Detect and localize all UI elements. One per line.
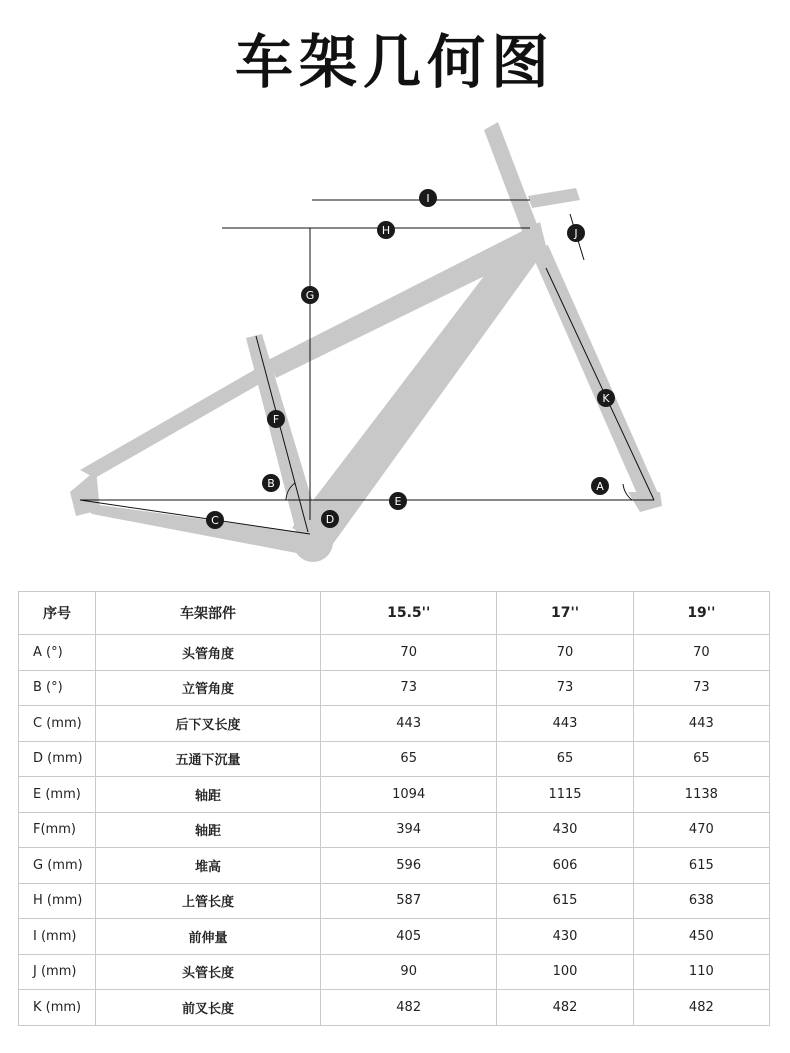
row-part: 上管长度 — [96, 883, 321, 919]
fork — [530, 245, 660, 505]
svg-text:H: H — [381, 224, 391, 237]
page-title: 车架几何图 — [234, 28, 555, 96]
svg-text:F: F — [272, 413, 280, 426]
row-value: 65 — [497, 741, 633, 777]
row-value: 65 — [321, 741, 497, 777]
row-part: 前叉长度 — [96, 990, 321, 1026]
svg-text:G: G — [305, 289, 315, 302]
row-value: 73 — [321, 670, 497, 706]
header-size-3: 19'' — [633, 592, 769, 635]
marker-d — [321, 510, 339, 528]
row-value: 65 — [633, 741, 769, 777]
table-row — [19, 812, 770, 848]
header-size-2: 17'' — [497, 592, 633, 635]
row-value: 1115 — [497, 777, 633, 813]
row-value: 615 — [633, 848, 769, 884]
row-value: 73 — [633, 670, 769, 706]
table-row — [19, 990, 770, 1026]
svg-text:C: C — [211, 514, 219, 527]
row-part: 后下叉长度 — [96, 706, 321, 742]
row-part: 前伸量 — [96, 919, 321, 955]
stem — [528, 188, 580, 208]
row-value: 443 — [497, 706, 633, 742]
row-code: A (°) — [19, 635, 96, 671]
row-value: 1138 — [633, 777, 769, 813]
rear-dropout — [70, 470, 100, 516]
row-part: 五通下沉量 — [96, 741, 321, 777]
row-value: 70 — [497, 635, 633, 671]
head-tube — [484, 122, 546, 252]
row-value: 615 — [497, 883, 633, 919]
bottom-bracket — [293, 522, 333, 562]
svg-text:E: E — [394, 495, 402, 508]
row-value: 482 — [497, 990, 633, 1026]
row-value: 100 — [497, 954, 633, 990]
row-part: 头管角度 — [96, 635, 321, 671]
row-code: D (mm) — [19, 741, 96, 777]
row-part: 头管长度 — [96, 954, 321, 990]
row-code: F(mm) — [19, 812, 96, 848]
row-part: 轴距 — [96, 812, 321, 848]
header-part: 车架部件 — [96, 592, 321, 635]
table-row — [19, 883, 770, 919]
row-value: 596 — [321, 848, 497, 884]
row-code: K (mm) — [19, 990, 96, 1026]
table-row — [19, 954, 770, 990]
row-value: 1094 — [321, 777, 497, 813]
marker-c — [206, 511, 224, 529]
svg-text:K: K — [602, 392, 610, 405]
svg-text:J: J — [574, 227, 578, 240]
table-row — [19, 848, 770, 884]
row-value: 430 — [497, 812, 633, 848]
marker-j — [567, 224, 585, 242]
svg-text:A: A — [596, 480, 604, 493]
table-row — [19, 919, 770, 955]
row-code: G (mm) — [19, 848, 96, 884]
row-code: I (mm) — [19, 919, 96, 955]
marker-k — [597, 389, 615, 407]
row-value: 110 — [633, 954, 769, 990]
row-code: J (mm) — [19, 954, 96, 990]
table-row — [19, 706, 770, 742]
row-value: 450 — [633, 919, 769, 955]
row-value: 90 — [321, 954, 497, 990]
row-value: 470 — [633, 812, 769, 848]
table-row — [19, 635, 770, 671]
row-code: C (mm) — [19, 706, 96, 742]
row-value: 70 — [321, 635, 497, 671]
line-k — [546, 268, 654, 500]
frame-geometry-diagram — [0, 110, 790, 580]
table-row — [19, 741, 770, 777]
row-code: H (mm) — [19, 883, 96, 919]
marker-h — [377, 221, 395, 239]
row-value: 73 — [497, 670, 633, 706]
row-value: 394 — [321, 812, 497, 848]
fork-dropout — [628, 492, 662, 512]
row-code: B (°) — [19, 670, 96, 706]
row-part: 堆高 — [96, 848, 321, 884]
geometry-table — [18, 591, 770, 1026]
row-value: 70 — [633, 635, 769, 671]
row-value: 482 — [321, 990, 497, 1026]
row-value: 587 — [321, 883, 497, 919]
table-row — [19, 670, 770, 706]
row-code: E (mm) — [19, 777, 96, 813]
header-code: 序号 — [19, 592, 96, 635]
svg-text:I: I — [426, 192, 430, 205]
row-value: 443 — [321, 706, 497, 742]
marker-b — [262, 474, 280, 492]
row-value: 482 — [633, 990, 769, 1026]
marker-e — [389, 492, 407, 510]
bike-frame — [70, 122, 662, 562]
row-part: 立管角度 — [96, 670, 321, 706]
svg-text:D: D — [325, 513, 335, 526]
marker-i — [419, 189, 437, 207]
row-value: 606 — [497, 848, 633, 884]
row-part: 轴距 — [96, 777, 321, 813]
table-row — [19, 777, 770, 813]
row-value: 430 — [497, 919, 633, 955]
seat-stay — [80, 370, 270, 478]
header-size-1: 15.5'' — [321, 592, 497, 635]
marker-a — [591, 477, 609, 495]
table-header-row — [19, 592, 770, 635]
svg-text:B: B — [267, 477, 275, 490]
frame-svg — [0, 110, 790, 580]
row-value: 405 — [321, 919, 497, 955]
row-value: 638 — [633, 883, 769, 919]
marker-f — [267, 410, 285, 428]
marker-g — [301, 286, 319, 304]
row-value: 443 — [633, 706, 769, 742]
